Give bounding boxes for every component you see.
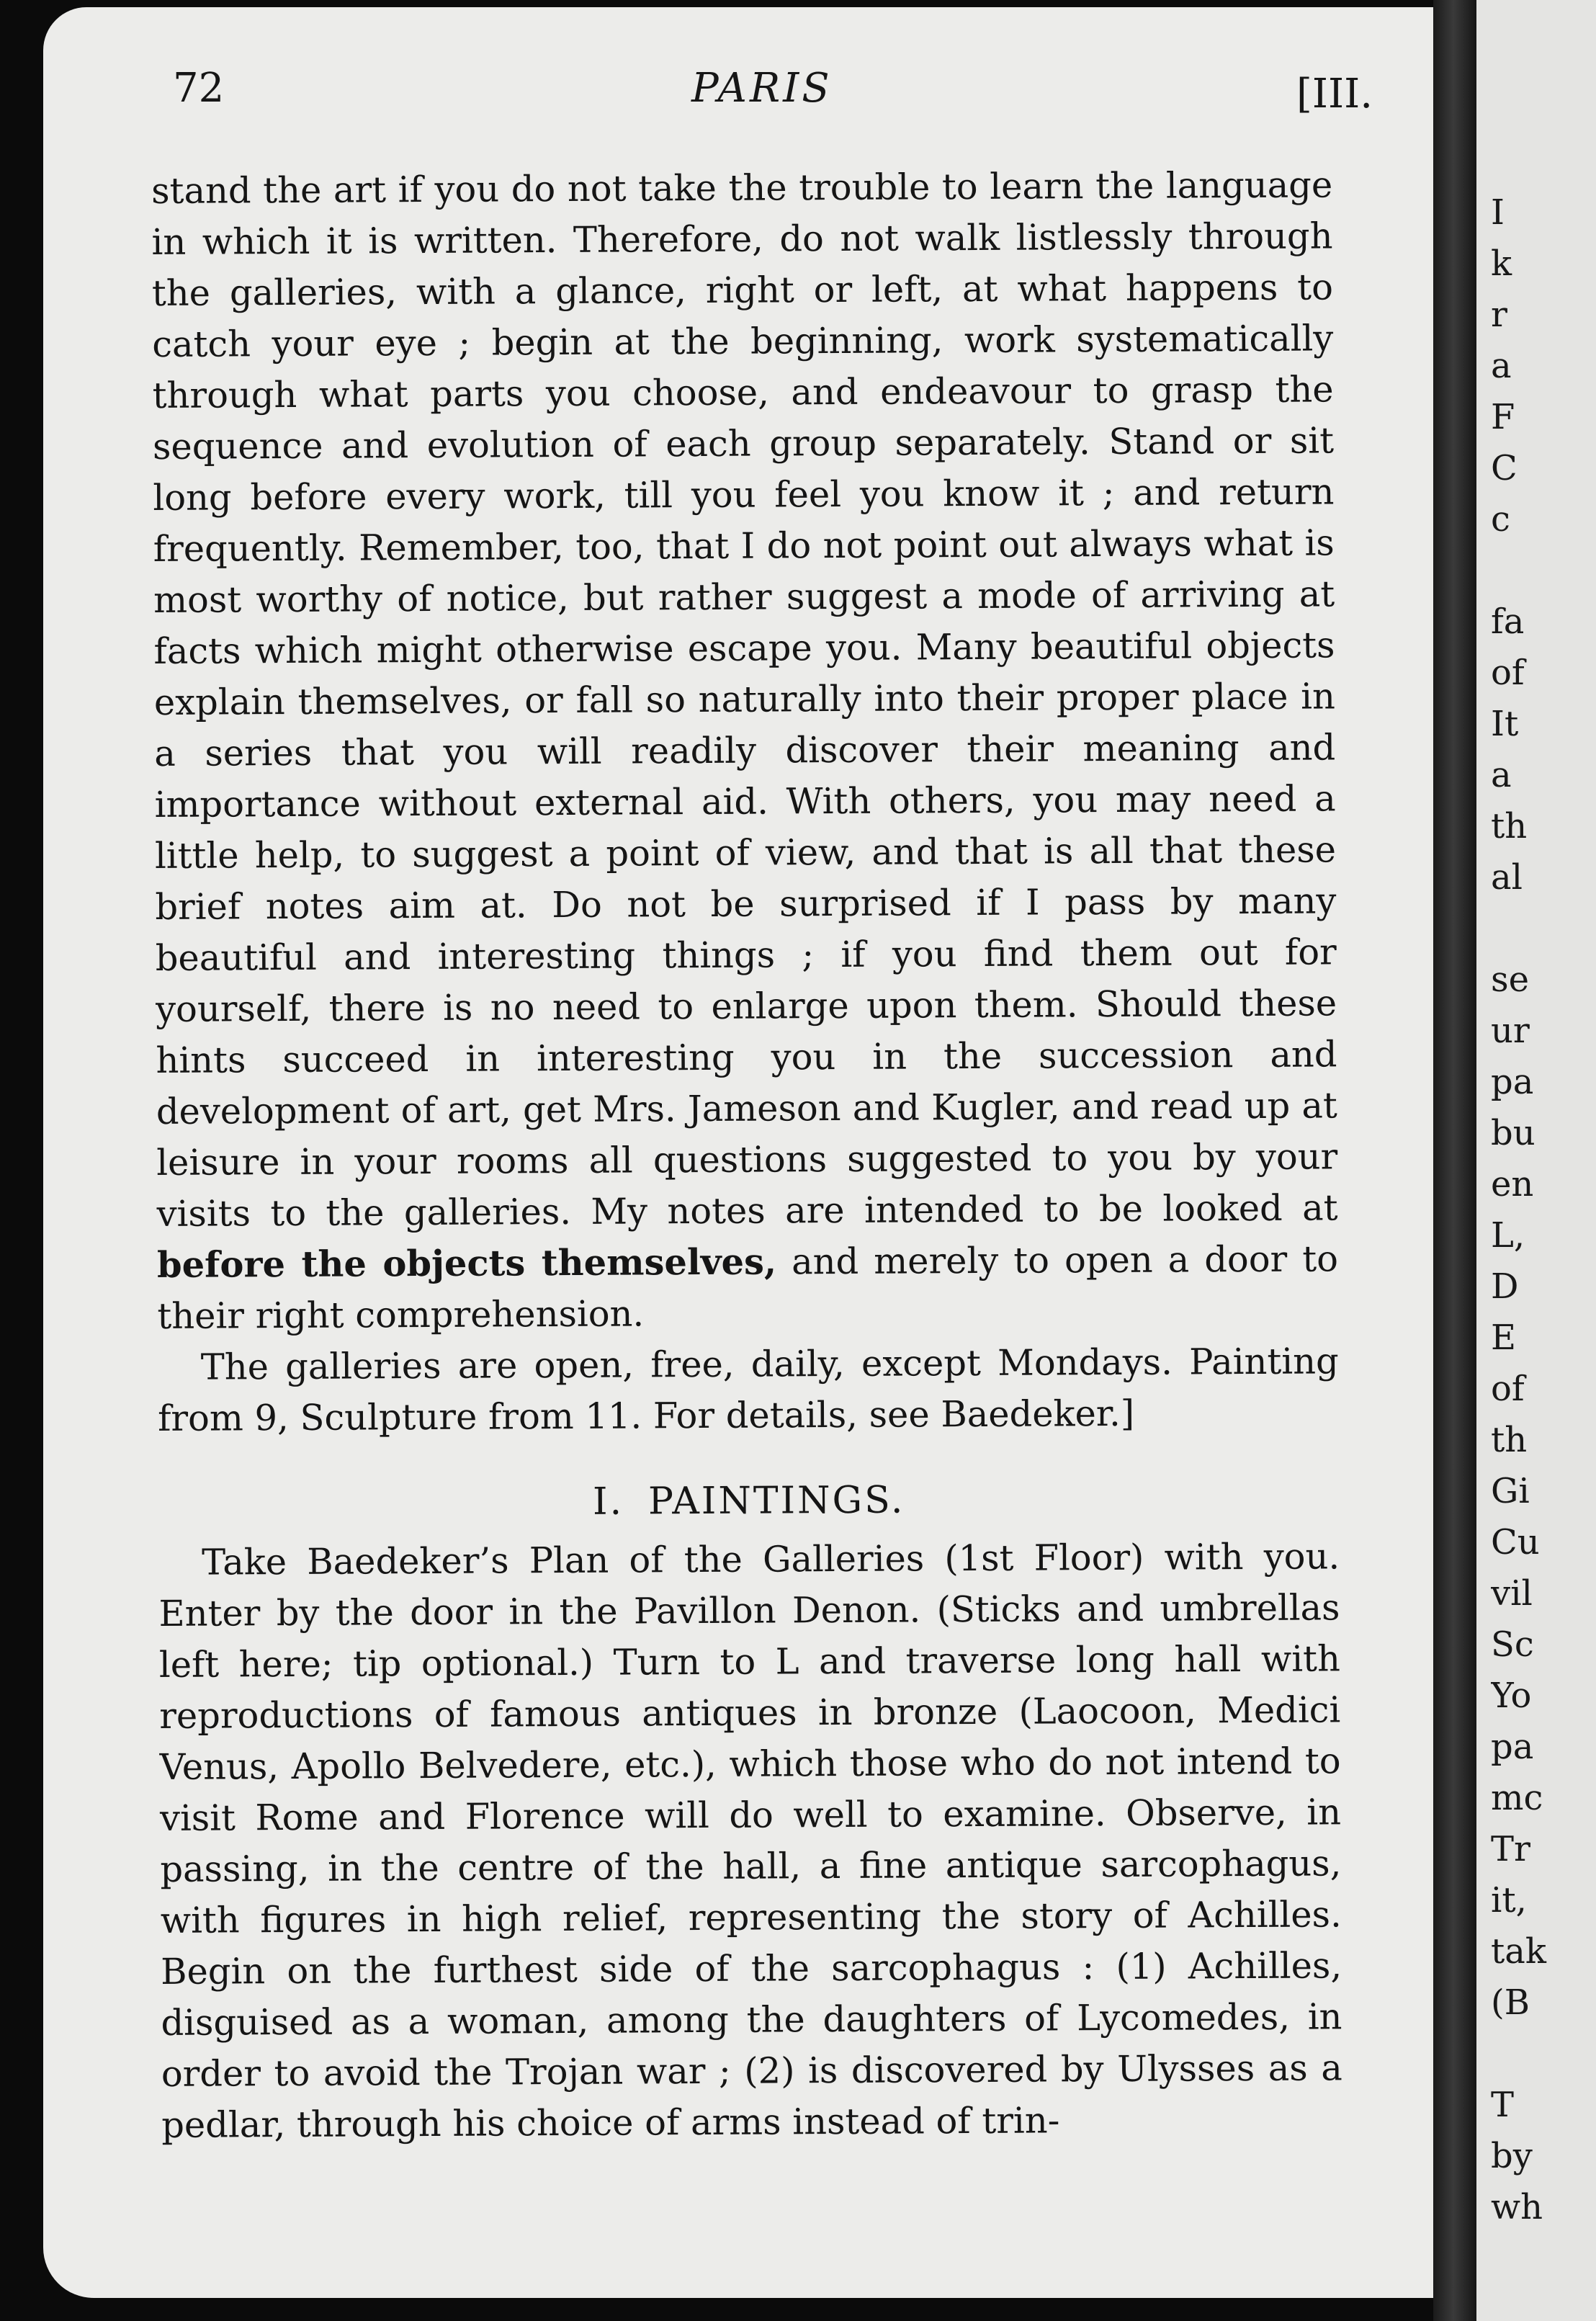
bold-emphasis: before the objects themselves, <box>156 1240 777 1286</box>
chapter-marker: [III. <box>1296 71 1373 117</box>
facing-line: pa <box>1491 1727 1534 1767</box>
facing-line: F <box>1491 397 1515 437</box>
facing-line: th <box>1491 1420 1528 1460</box>
facing-line: of <box>1491 653 1525 693</box>
facing-line: vil <box>1491 1573 1533 1614</box>
gallery-hours-paragraph: The galleries are open, free, daily, except Mondays. Painting from 9, Sculpture from 11. For details, see Baedeker.] <box>157 1340 1339 1439</box>
facing-line: r <box>1491 295 1507 335</box>
facing-line: mc <box>1491 1778 1543 1818</box>
section-heading <box>158 1472 1340 1530</box>
facing-line: T <box>1491 2085 1515 2125</box>
running-title: PARIS <box>691 65 833 112</box>
paragraph-text: stand the art if you do not take the trouble to learn the language in which it is written. Therefore, do not walk listlessly through the galleries, with a glance, right or left, at what happens to catch your eye ; begin at the beginning, work systematically through what parts you choose, and endeavour to grasp the sequence and evolution of each group separately. Stand or sit long before every work, till you feel you know it ; and return frequently. Remember, too, that I do not point out always what is most worthy of notice, but rather suggest a mode of arriving at facts which might otherwise escape you. Many beautiful objects explain themselves, or fall so naturally into their proper place in a series that you will readily discover their meaning and importance without external aid. With others, you may need a little help, to suggest a point of view, and that is all that these brief notes aim at. Do not be surprised if I pass by many beautiful and interesting things ; if you find them out for yourself, there is no need to enlarge upon them. Should these hints succeed in interesting you in the succession and development of art, get Mrs. Jameson and Kugler, and read up at leisure in your rooms all questions suggested to you by your visits to the galleries. My notes are intended to be looked at <box>151 164 1338 1235</box>
facing-line: E <box>1491 1318 1517 1358</box>
facing-line: It <box>1491 704 1519 744</box>
facing-line: I <box>1491 192 1505 233</box>
facing-line: L, <box>1491 1215 1525 1256</box>
facing-line: en <box>1491 1164 1534 1204</box>
facing-line: ur <box>1491 1011 1530 1051</box>
facing-line: it, <box>1491 1880 1527 1920</box>
facing-line <box>1491 903 1596 954</box>
facing-line: Tr <box>1491 1829 1530 1869</box>
facing-line: Sc <box>1491 1624 1534 1665</box>
paragraph-text: and merely to open a door to their right comprehension. <box>157 1238 1339 1337</box>
paragraph-continued <box>151 159 1339 1342</box>
facing-line: by <box>1491 2136 1533 2176</box>
facing-line: se <box>1491 960 1530 1000</box>
facing-line: fa <box>1491 602 1525 642</box>
facing-line: Yo <box>1491 1676 1532 1716</box>
facing-line: D <box>1491 1266 1519 1307</box>
paintings-paragraph: Take Baedeker’s Plan of the Galleries (1st Floor) with you. Enter by the door in the Pavillon Denon. (Sticks and umbrellas left here; tip optional.) Turn to L and traverse long hall with reproductions of famous antiques in bronze (Laocoon, Medici Venus, Apollo Belvedere, etc.), which those who do not intend to visit Rome and Florence will do well to examine. Observe, in passing, in the centre of the hall, a fine antique sarcophagus, with figures in high relief, representing the story of Achilles. Begin on the furthest side of the sarcophagus : (1) Achilles, disguised as a woman, among the daughters of Lycomedes, in order to avoid the Trojan war ; (2) is discovered by Ulysses as a pedlar, through his choice of arms instead of trin- <box>158 1535 1342 2146</box>
facing-line: pa <box>1491 1062 1534 1102</box>
section-title: PAINTINGS. <box>647 1478 905 1524</box>
facing-line: c <box>1491 499 1510 540</box>
running-head <box>173 65 1412 130</box>
facing-line: al <box>1491 857 1523 898</box>
facing-line <box>1491 2029 1596 2080</box>
facing-line: (B <box>1491 1982 1530 2023</box>
body-text <box>151 159 1342 2151</box>
page-number: 72 <box>173 65 225 112</box>
facing-page-text <box>1491 187 1596 2233</box>
facing-line: Gi <box>1491 1471 1530 1511</box>
facing-line: a <box>1491 755 1512 795</box>
facing-line: a <box>1491 346 1512 386</box>
facing-line: C <box>1491 448 1517 488</box>
facing-line: of <box>1491 1369 1525 1409</box>
facing-line: tak <box>1491 1931 1546 1972</box>
section-number: I. <box>592 1480 624 1524</box>
facing-line: bu <box>1491 1113 1536 1153</box>
facing-line: Cu <box>1491 1522 1540 1562</box>
facing-line: wh <box>1491 2187 1543 2227</box>
facing-line: th <box>1491 806 1528 846</box>
facing-line: k <box>1491 243 1512 284</box>
facing-line <box>1491 545 1596 596</box>
